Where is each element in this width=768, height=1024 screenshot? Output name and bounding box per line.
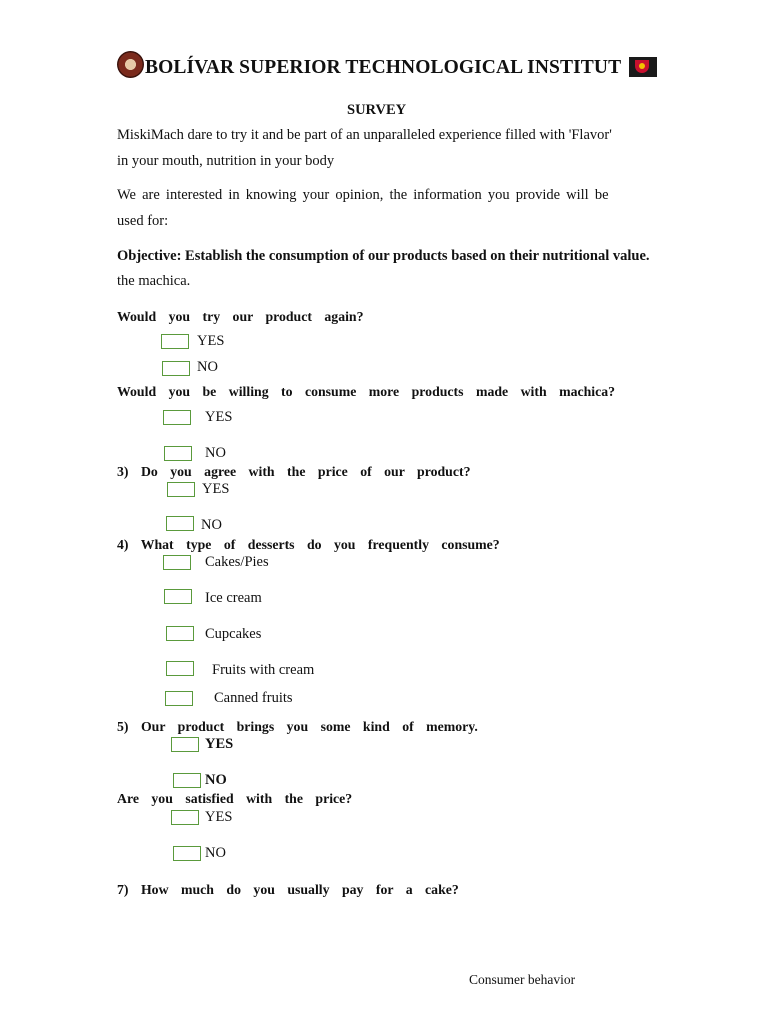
shield-emblem-icon (629, 57, 657, 77)
q3-yes-checkbox[interactable] (167, 482, 195, 497)
q3-yes-label: YES (202, 481, 230, 497)
q2-no-label: NO (205, 445, 226, 461)
question-2: Would you be willing to consume more products made with machica? (117, 384, 616, 399)
q5-no-label: NO (205, 772, 227, 788)
q6-no-checkbox[interactable] (173, 846, 201, 861)
q4-fruits-cream-checkbox[interactable] (166, 661, 194, 676)
q4-icecream-label: Ice cream (205, 590, 262, 606)
q3-no-checkbox[interactable] (166, 516, 194, 531)
objective-line-1: Objective: Establish the consumption of our products based on their nutritional value. (117, 248, 650, 264)
q4-icecream-checkbox[interactable] (164, 589, 192, 604)
intro-line-1: MiskiMach dare to try it and be part of an unparalleled experience filled with 'Flavor' (117, 127, 612, 143)
question-5: 5) Our product brings you some kind of memory. (117, 719, 478, 734)
q4-canned-checkbox[interactable] (165, 691, 193, 706)
intro-line-2: in your mouth, nutrition in your body (117, 153, 335, 169)
question-7: 7) How much do you usually pay for a cake? (117, 882, 459, 897)
q4-cakes-checkbox[interactable] (163, 555, 191, 570)
q4-fruits-cream-label: Fruits with cream (212, 662, 315, 678)
q1-yes-checkbox[interactable] (161, 334, 189, 349)
question-6: Are you satisfied with the price? (117, 791, 353, 806)
q5-yes-checkbox[interactable] (171, 737, 199, 752)
q6-yes-checkbox[interactable] (171, 810, 199, 825)
q6-no-label: NO (205, 845, 226, 861)
question-3: 3) Do you agree with the price of our product? (117, 464, 471, 479)
q3-no-label: NO (201, 517, 222, 533)
q4-cakes-label: Cakes/Pies (205, 554, 269, 570)
page-title: BOLÍVAR SUPERIOR TECHNOLOGICAL INSTITUT (145, 57, 622, 78)
q4-cupcakes-label: Cupcakes (205, 626, 262, 642)
q6-yes-label: YES (205, 809, 233, 825)
q1-no-label: NO (197, 359, 218, 375)
q4-canned-label: Canned fruits (214, 690, 293, 706)
q5-yes-label: YES (205, 736, 234, 752)
q2-yes-label: YES (205, 409, 233, 425)
objective-line-2: the machica. (117, 273, 191, 289)
q1-yes-label: YES (197, 333, 225, 349)
institute-seal-icon (117, 51, 144, 78)
q5-no-checkbox[interactable] (173, 773, 201, 788)
survey-heading: SURVEY (347, 102, 407, 118)
interest-line-2: used for: (117, 213, 169, 229)
question-4: 4) What type of desserts do you frequently consume? (117, 537, 500, 552)
q2-no-checkbox[interactable] (164, 446, 192, 461)
q1-no-checkbox[interactable] (162, 361, 190, 376)
q4-cupcakes-checkbox[interactable] (166, 626, 194, 641)
question-1: Would you try our product again? (117, 309, 364, 324)
interest-line-1: We are interested in knowing your opinion, the information you provide will be (117, 187, 609, 203)
q2-yes-checkbox[interactable] (163, 410, 191, 425)
footer-text: Consumer behavior (469, 972, 576, 987)
